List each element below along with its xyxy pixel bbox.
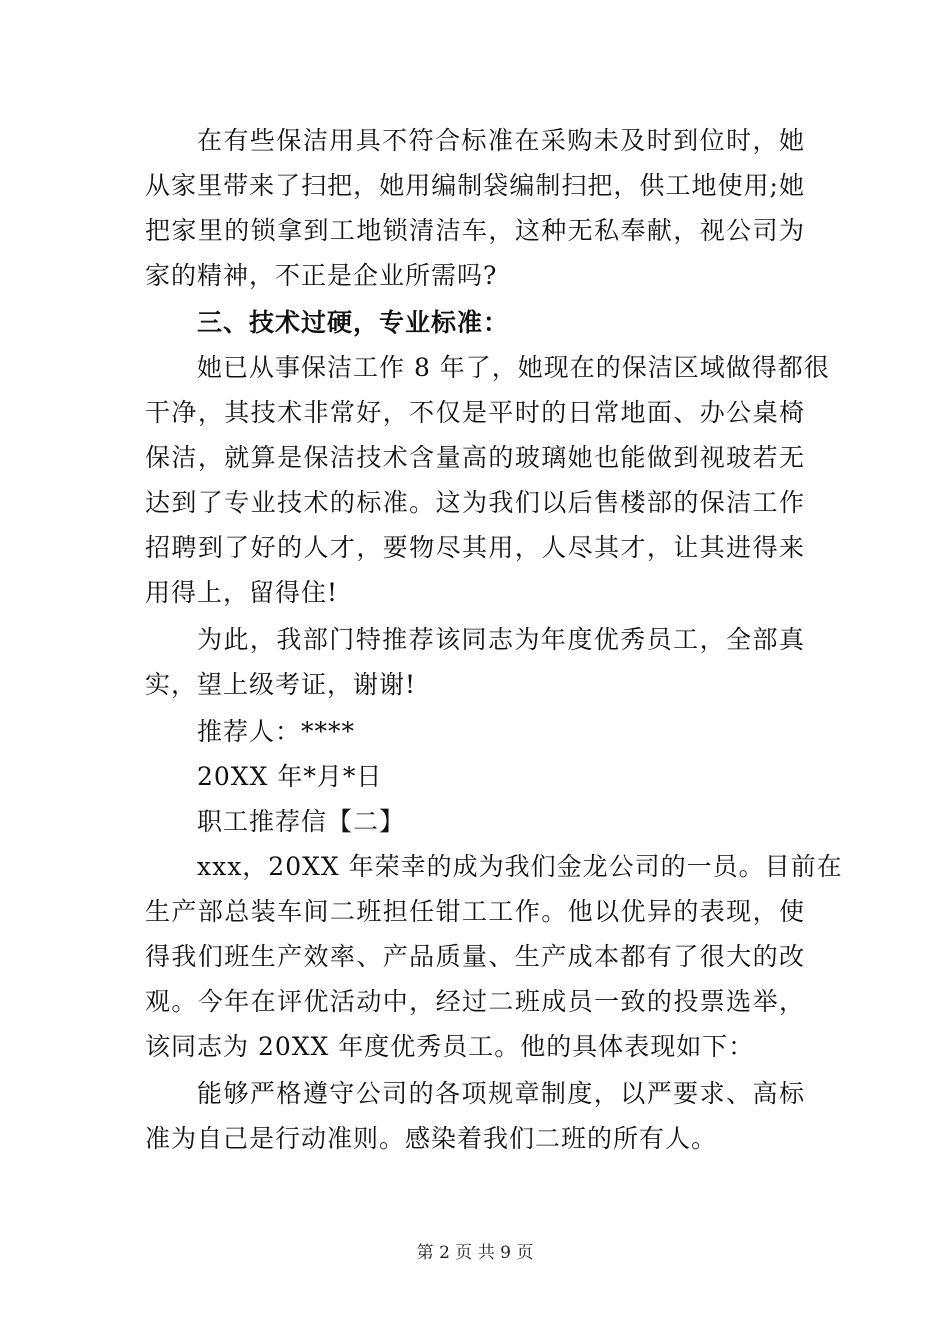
paragraph-line: 保洁，就算是保洁技术含量高的玻璃她也能做到视玻若无 <box>145 443 805 472</box>
paragraph-line: 得我们班生产效率、产品质量、生产成本都有了很大的改 <box>145 942 805 971</box>
paragraph-line: 家的精神，不正是企业所需吗? <box>145 261 498 290</box>
section-heading: 三、技术过硬，专业标准： <box>197 308 510 337</box>
date-line: 20XX 年*月*日 <box>197 762 383 791</box>
paragraph-line: 能够严格遵守公司的各项规章制度，以严要求、高标 <box>197 1079 805 1108</box>
paragraph-line: 达到了专业技术的标准。这为我们以后售楼部的保洁工作 <box>145 488 805 517</box>
paragraph-line: xxx，20XX 年荣幸的成为我们金龙公司的一员。目前在 <box>197 852 843 881</box>
paragraph-line: 用得上，留得住! <box>145 578 339 607</box>
paragraph-line: 生产部总装车间二班担任钳工工作。他以优异的表现，使 <box>145 897 805 926</box>
paragraph-line: 准为自己是行动准则。感染着我们二班的所有人。 <box>145 1124 718 1153</box>
letter-title: 职工推荐信【二】 <box>197 807 406 836</box>
paragraph-line: 招聘到了好的人才，要物尽其用，人尽其才，让其进得来 <box>145 533 805 562</box>
paragraph-line: 该同志为 20XX 年度优秀员工。他的具体表现如下： <box>145 1032 755 1061</box>
paragraph-line: 把家里的锁拿到工地锁清洁车，这种无私奉献，视公司为 <box>145 216 805 245</box>
paragraph-line: 为此，我部门特推荐该同志为年度优秀员工，全部真 <box>197 625 805 654</box>
page-number-footer: 第 2 页 共 9 页 <box>416 1243 534 1263</box>
recommender-line: 推荐人：**** <box>197 717 356 746</box>
paragraph-line: 从家里带来了扫把，她用编制袋编制扫把，供工地使用;她 <box>145 171 805 200</box>
paragraph-line: 观。今年在评优活动中，经过二班成员一致的投票选举， <box>145 987 805 1016</box>
paragraph-line: 在有些保洁用具不符合标准在采购未及时到位时，她 <box>197 126 805 155</box>
paragraph-line: 干净，其技术非常好，不仅是平时的日常地面、办公桌椅 <box>145 398 805 427</box>
paragraph-line: 实，望上级考证，谢谢! <box>145 670 417 699</box>
paragraph-line: 她已从事保洁工作 8 年了，她现在的保洁区域做得都很 <box>197 353 830 382</box>
